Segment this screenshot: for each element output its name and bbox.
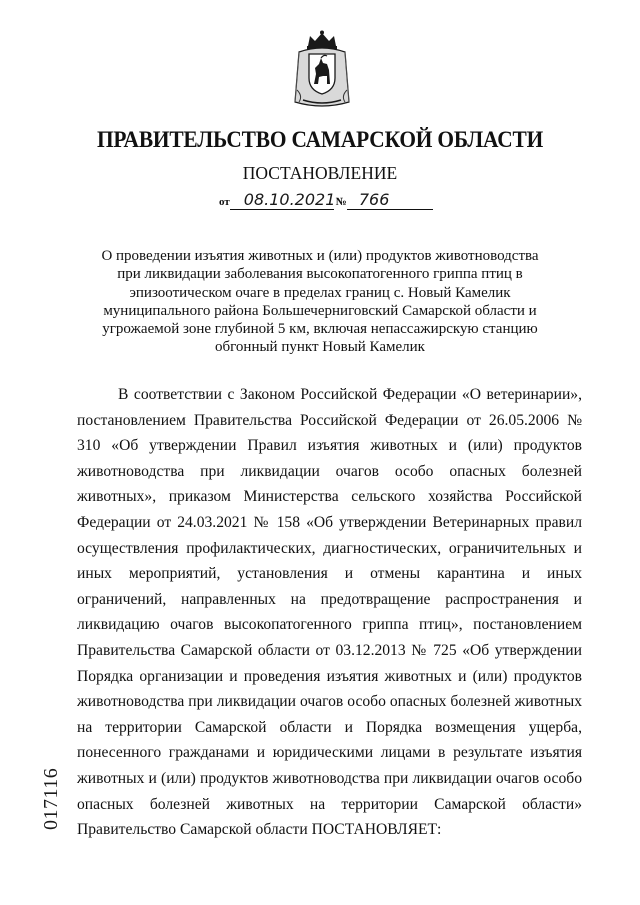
registration-number: 017116 — [40, 767, 62, 830]
number-value: 766 — [347, 191, 433, 210]
number-label: № — [335, 196, 347, 208]
coat-of-arms-icon — [291, 30, 353, 110]
date-label: от — [219, 196, 230, 208]
subject-heading: О проведении изъятия животных и (или) продуктов животноводства при ликвидации заболевания высокопатогенного гриппа птиц в эпизоотическом очаге в пределах границ с. Новый Камелик муниципального района Большечерниговский Самарской области и угрожаемой зоне глубиной 5 км, включая непассажирскую станцию обгонный пункт Новый Камелик — [101, 248, 539, 356]
organization-title: ПРАВИТЕЛЬСТВО САМАРСКОЙ ОБЛАСТИ — [96, 127, 544, 152]
document-type: ПОСТАНОВЛЕНИЕ — [242, 163, 398, 183]
date-value: 08.10.2021 — [230, 191, 334, 210]
body-paragraph: В соответствии с Законом Российской Федерации «О ветеринарии», постановлением Правительства Российской Федерации от 26.05.2006 № 310 «Об утверждении Правил изъятия животных и (или) продуктов животноводства при ликвидации очагов особо опасных болезней животных», приказом Министерства сельского хозяйства Российской Федерации от 24.03.2021 № 158 «Об утверждении Ветеринарных правил осуществления профилактических, диагностических, ограничительных и иных мероприятий, установления и отмены карантина и иных ограничений, направленных на предотвращение распространения и ликвидацию очагов высокопатогенного гриппа птиц», постановлением Правительства Самарской области от 03.12.2013 № 725 «Об утверждении Порядка организации и проведения изъятия животных и (или) продуктов животноводства при ликвидации очагов особо опасных болезней животных на территории Самарской области и Порядка возмещения ущерба, понесенного гражданами и юридическими лицами в результате изъятия животных и (или) продуктов животноводства при ликвидации очагов особо опасных болезней животных на территории Самарской области» Правительство Самарской области ПОСТАНОВЛЯЕТ: — [77, 386, 582, 839]
date-number-line — [219, 191, 433, 213]
